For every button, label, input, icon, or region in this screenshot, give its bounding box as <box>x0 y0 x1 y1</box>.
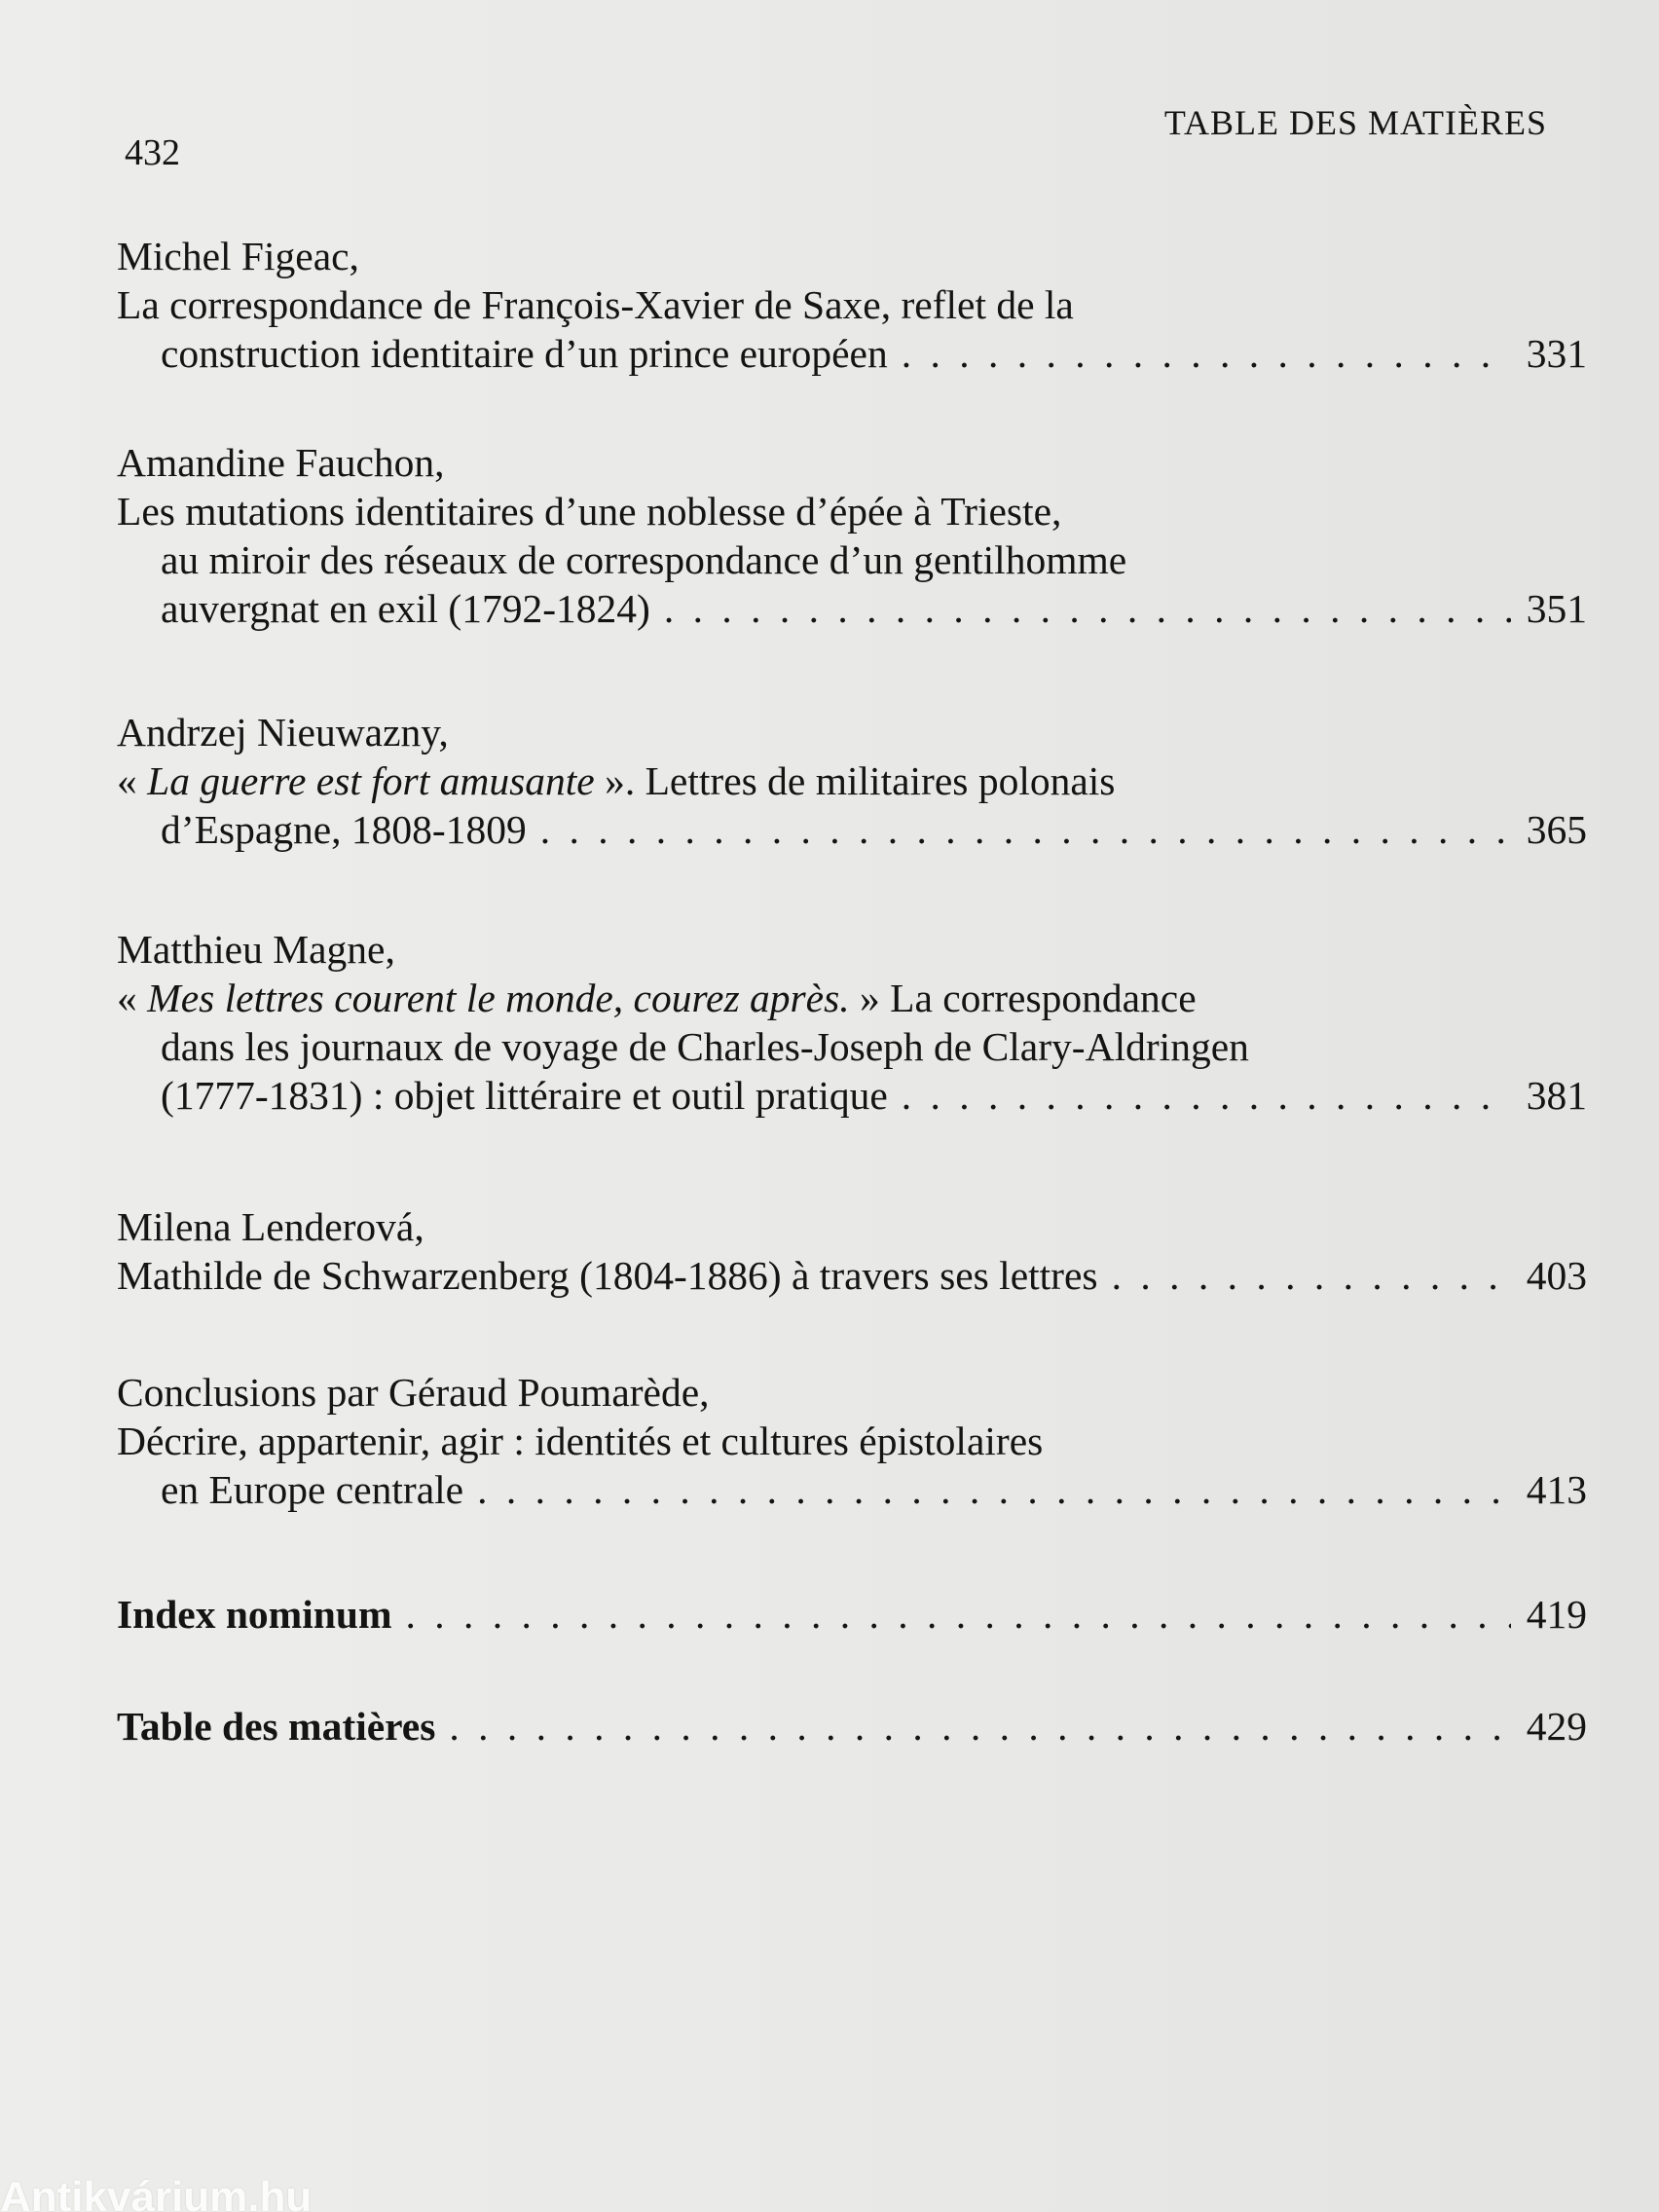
entry-author: Milena Lenderová, <box>117 1204 424 1249</box>
entry-author: Amandine Fauchon, <box>117 440 445 485</box>
dot-leader <box>449 1702 1511 1751</box>
entry-author: Conclusions par Géraud Poumarède, <box>117 1370 710 1415</box>
entry-page-number: 419 <box>1526 1592 1587 1637</box>
entry-title-last-line <box>117 584 1587 633</box>
toc-entry-magne <box>117 925 1587 1120</box>
entry-title-last-line <box>117 1071 1587 1120</box>
watermark: Antikvárium.hu <box>0 2173 313 2212</box>
entry-title-text: Table des matières <box>117 1704 436 1749</box>
dot-leader <box>664 584 1511 633</box>
entry-title-last-line <box>117 1590 1587 1639</box>
entry-author: Matthieu Magne, <box>117 927 395 972</box>
page-number: 432 <box>125 132 180 173</box>
toc-entry-fauchon <box>117 438 1587 633</box>
entry-page-number: 365 <box>1526 807 1587 852</box>
quote-italic: La guerre est fort amusante <box>147 758 595 803</box>
dot-leader <box>902 329 1511 378</box>
entry-title-last-line <box>117 1465 1587 1514</box>
entry-title-text: Mathilde de Schwarzenberg (1804-1886) à travers ses lettres <box>117 1253 1098 1298</box>
entry-title-text: Index nominum <box>117 1592 392 1637</box>
entry-page-number: 403 <box>1526 1253 1587 1298</box>
entry-title-line: dans les journaux de voyage de Charles-Joseph de Clary-Aldringen <box>161 1024 1249 1069</box>
entry-author: Michel Figeac, <box>117 234 359 278</box>
entry-page-number: 351 <box>1526 586 1587 631</box>
entry-title-text: construction identitaire d’un prince européen <box>161 331 888 376</box>
entry-title-line: La correspondance de François-Xavier de Saxe, reflet de la <box>117 282 1074 327</box>
entry-author: Andrzej Nieuwazny, <box>117 710 449 755</box>
entry-title-line: Décrire, appartenir, agir : identités et cultures épistolaires <box>117 1419 1044 1463</box>
toc-entry-index-nominum <box>117 1590 1587 1639</box>
entry-title-line <box>117 756 1587 805</box>
dot-leader <box>1112 1251 1511 1300</box>
entry-title-text: d’Espagne, 1808-1809 <box>161 807 527 852</box>
quote-rest: » La correspondance <box>849 976 1197 1020</box>
entry-page-number: 413 <box>1526 1467 1587 1512</box>
entry-title-text: auvergnat en exil (1792-1824) <box>161 586 650 631</box>
entry-page-number: 429 <box>1526 1704 1587 1749</box>
toc-entry-figeac <box>117 232 1587 378</box>
entry-page-number: 331 <box>1526 331 1587 376</box>
entry-title-line: Les mutations identitaires d’une noblesse d’épée à Trieste, <box>117 489 1062 534</box>
entry-page-number: 381 <box>1526 1073 1587 1118</box>
entry-title-last-line <box>117 329 1587 378</box>
entry-title-last-line <box>117 1702 1587 1751</box>
entry-title-line: au miroir des réseaux de correspondance d’un gentilhomme <box>161 537 1127 582</box>
quote-italic: Mes lettres courent le monde, courez après. <box>147 976 850 1020</box>
entry-title-text: en Europe centrale <box>161 1467 464 1512</box>
quote-open: « <box>117 976 148 1020</box>
dot-leader <box>406 1590 1511 1639</box>
running-head: TABLE DES MATIÈRES <box>1163 103 1547 142</box>
quote-open: « <box>117 758 148 803</box>
quote-rest: ». Lettres de militaires polonais <box>594 758 1116 803</box>
toc-entry-lenderova <box>117 1202 1587 1300</box>
dot-leader <box>902 1071 1511 1120</box>
toc-entry-nieuwazny <box>117 708 1587 854</box>
dot-leader <box>477 1465 1511 1514</box>
toc-entry-table-des-matieres <box>117 1702 1587 1751</box>
toc-entry-conclusions <box>117 1368 1587 1514</box>
entry-title-text: (1777-1831) : objet littéraire et outil pratique <box>161 1073 888 1118</box>
dot-leader <box>540 805 1511 854</box>
entry-title-line <box>117 974 1587 1022</box>
entry-title-last-line <box>117 1251 1587 1300</box>
entry-title-last-line <box>117 805 1587 854</box>
